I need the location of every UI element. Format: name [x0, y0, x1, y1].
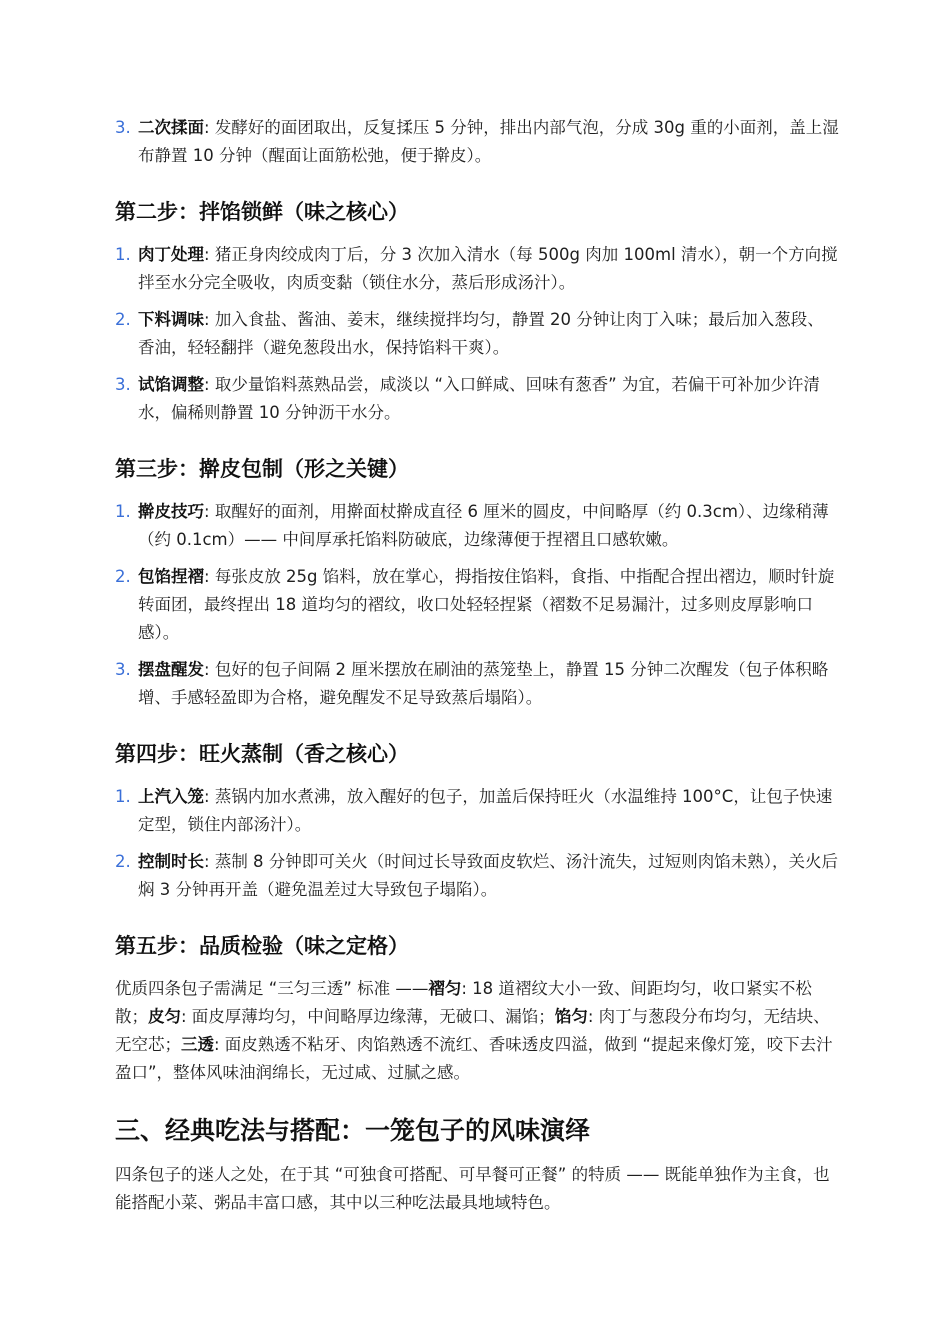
- quality-text: : 面皮熟透不粘牙、肉馅熟透不流红、香味透皮四溢，做到 “提起来像灯笼，咬下去汁盈口”，整体风味油润绵长，无过咸、过腻之感。: [115, 1035, 833, 1082]
- quality-text: : 面皮厚薄均匀，中间略厚边缘薄，无破口、漏馅；: [181, 1007, 555, 1026]
- list-text: 取少量馅料蒸熟品尝，咸淡以 “入口鲜咸、回味有葱香” 为宜，若偏干可补加少许清水，偏稀则静置 10 分钟沥干水分。: [138, 375, 820, 422]
- quality-term: 三透: [181, 1035, 214, 1054]
- term-separator: :: [204, 375, 215, 394]
- list-term: 控制时长: [138, 852, 204, 871]
- list-term: 肉丁处理: [138, 245, 204, 264]
- step5-heading: 第五步：品质检验（味之定格）: [115, 934, 409, 958]
- list-term: 试馅调整: [138, 375, 204, 394]
- quality-text: : 肉丁与葱段分布均匀，无结块、无空芯；: [115, 1007, 830, 1054]
- list-item: [115, 371, 840, 427]
- list-number: 1.: [115, 787, 131, 806]
- quality-intro: 优质四条包子需满足 “三匀三透” 标准 ——: [115, 979, 429, 998]
- step4-heading: 第四步：旺火蒸制（香之核心）: [115, 742, 409, 766]
- list-text: 蒸制 8 分钟即可关火（时间过长导致面皮软烂、汤汁流失，过短则肉馅未熟），关火后焖 3 分钟再开盖（避免温差过大导致包子塌陷）。: [138, 852, 839, 899]
- list-number: 2.: [115, 310, 131, 329]
- list-text: 加入食盐、酱油、姜末，继续搅拌均匀，静置 20 分钟让肉丁入味；最后加入葱段、香油，轻轻翻拌（避免葱段出水，保持馅料干爽）。: [138, 310, 824, 357]
- list-item: [115, 241, 840, 297]
- list-number: 3.: [115, 660, 131, 679]
- quality-term: 皮匀: [148, 1007, 181, 1026]
- list-term: 下料调味: [138, 310, 204, 329]
- step2-heading: 第二步：拌馅锁鲜（味之核心）: [115, 200, 409, 224]
- list-item: [115, 656, 840, 712]
- term-separator: :: [204, 502, 215, 521]
- term-separator: :: [204, 310, 215, 329]
- list-item: [115, 783, 840, 839]
- list-term: 上汽入笼: [138, 787, 204, 806]
- quality-term: 馅匀: [554, 1007, 588, 1026]
- list-text: 取醒好的面剂，用擀面杖擀成直径 6 厘米的圆皮，中间略厚（约 0.3cm）、边缘稍薄（约 0.1cm）—— 中间厚承托馅料防破底，边缘薄便于捏褶且口感软嫩。: [138, 502, 829, 549]
- list-item: [115, 498, 840, 554]
- list-item: [115, 306, 840, 362]
- term-separator: :: [204, 118, 215, 137]
- list-text: 发酵好的面团取出，反复揉压 5 分钟，排出内部气泡，分成 30g 重的小面剂，盖上湿布静置 10 分钟（醒面让面筋松弛，便于擀皮）。: [138, 118, 839, 165]
- list-term: 摆盘醒发: [138, 660, 204, 679]
- list-item: [115, 114, 840, 170]
- quality-term: 褶匀: [428, 979, 462, 998]
- term-separator: :: [204, 787, 215, 806]
- step3-heading: 第三步：擀皮包制（形之关键）: [115, 457, 409, 481]
- list-text: 包好的包子间隔 2 厘米摆放在刷油的蒸笼垫上，静置 15 分钟二次醒发（包子体积略增、手感轻盈即为合格，避免醒发不足导致蒸后塌陷）。: [138, 660, 829, 707]
- section3-heading: 三、经典吃法与搭配：一笼包子的风味演绎: [115, 1116, 591, 1145]
- quality-paragraph: [115, 975, 840, 1087]
- list-term: 包馅捏褶: [138, 567, 204, 586]
- term-separator: :: [204, 245, 215, 264]
- list-text: 猪正身肉绞成肉丁后，分 3 次加入清水（每 500g 肉加 100ml 清水），朝一个方向搅拌至水分完全吸收，肉质变黏（锁住水分，蒸后形成汤汁）。: [138, 245, 838, 292]
- list-item: [115, 563, 840, 647]
- list-number: 2.: [115, 852, 131, 871]
- term-separator: :: [204, 567, 215, 586]
- list-number: 3.: [115, 118, 131, 137]
- list-number: 1.: [115, 245, 131, 264]
- list-text: 每张皮放 25g 馅料，放在掌心，拇指按住馅料，食指、中指配合捏出褶边，顺时针旋转面团，最终捏出 18 道均匀的褶纹，收口处轻轻捏紧（褶数不足易漏汁，过多则皮厚影响口感）。: [138, 567, 835, 642]
- term-separator: :: [204, 660, 215, 679]
- quality-text: : 18 道褶纹大小一致、间距均匀，收口紧实不松散；: [115, 979, 812, 1026]
- term-separator: :: [204, 852, 215, 871]
- list-term: 擀皮技巧: [138, 502, 204, 521]
- list-term: 二次揉面: [138, 118, 204, 137]
- list-text: 蒸锅内加水煮沸，放入醒好的包子，加盖后保持旺火（水温维持 100°C，让包子快速定型，锁住内部汤汁）。: [138, 787, 833, 834]
- list-number: 2.: [115, 567, 131, 586]
- list-item: [115, 848, 840, 904]
- section3-paragraph: 四条包子的迷人之处，在于其 “可独食可搭配、可早餐可正餐” 的特质 —— 既能单独作为主食，也能搭配小菜、粥品丰富口感，其中以三种吃法最具地域特色。: [115, 1165, 830, 1212]
- list-number: 1.: [115, 502, 131, 521]
- list-number: 3.: [115, 375, 131, 394]
